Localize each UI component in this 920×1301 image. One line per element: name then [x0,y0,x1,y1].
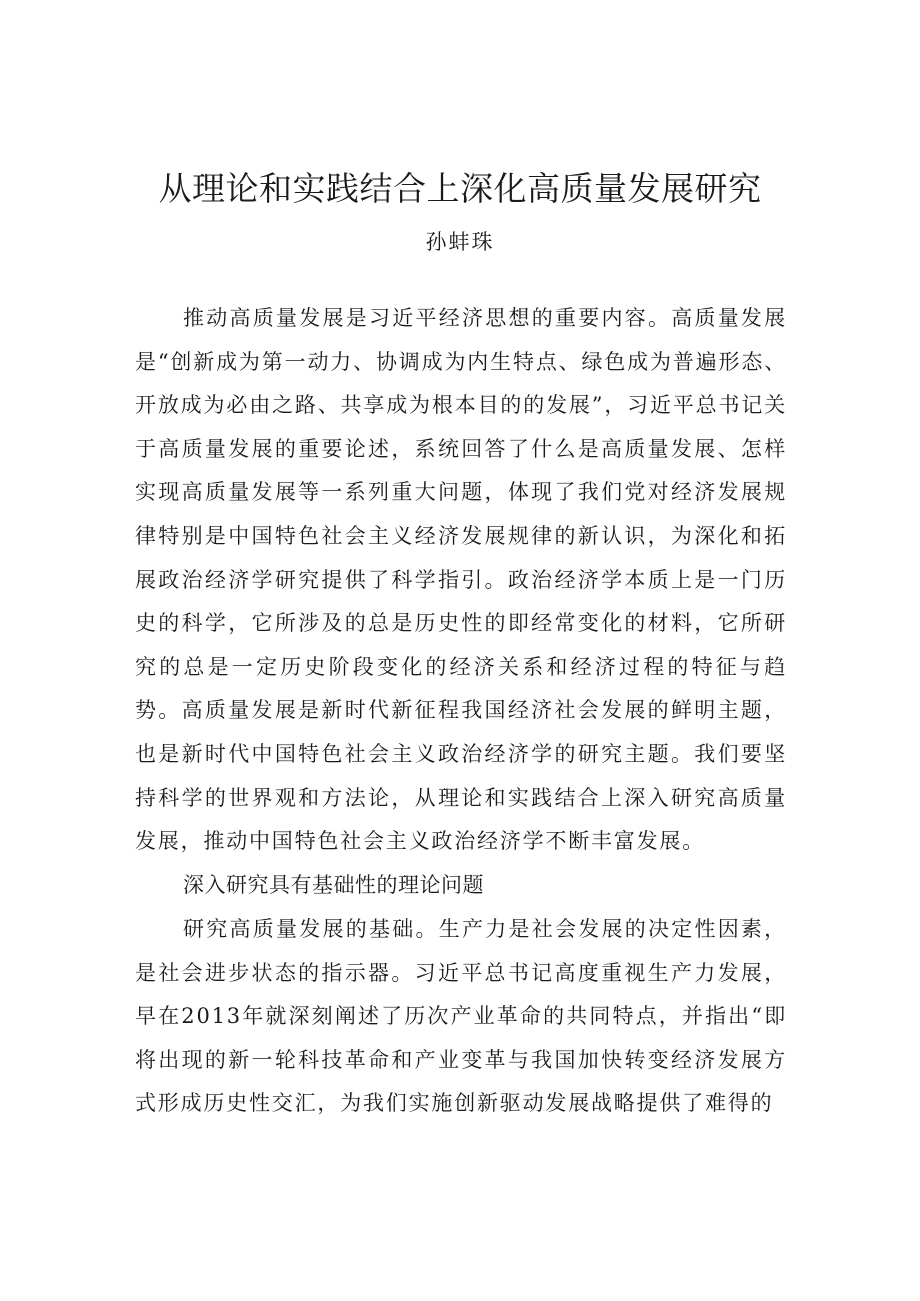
author-name: 孙蚌珠 [425,230,495,254]
section-heading: 深入研究具有基础性的理论问题 [183,873,484,897]
intro-paragraph: 推动高质量发展是习近平经济思想的重要内容。高质量发展是“创新成为第一动力、协调成为内生特点、绿色成为普遍形态、开放成为必由之路、共享成为根本目的的发展”，习近平总书记关于高质量发展的重要论述，系统回答了什么是高质量发展、怎样实现高质量发展等一系列重大问题，体现了我们党对经济发展规律特别是中国特色社会主义经济发展规律的新认识，为深化和拓展政治经济学研究提供了科学指引。政治经济学本质上是一门历史的科学，它所涉及的总是历史性的即经常变化的材料，它所研究的总是一定历史阶段变化的经济关系和经济过程的特征与趋势。高质量发展是新时代新征程我国经济社会发展的鲜明主题，也是新时代中国特色社会主义政治经济学的研究主题。我们要坚持科学的世界观和方法论，从理论和实践结合上深入研究高质量发展，推动中国特色社会主义政治经济学不断丰富发展。 [135,306,787,854]
document-title: 从理论和实践结合上深化高质量发展研究 [158,169,762,208]
section-paragraph: 研究高质量发展的基础。生产力是社会发展的决定性因素，是社会进步状态的指示器。习近平总书记高度重视生产力发展，早在2013年就深刻阐述了历次产业革命的共同特点，并指出“即将出现的新一轮科技革命和产业变革与我国加快转变经济发展方式形成历史性交汇，为我们实施创新驱动发展战略提供了难得的 [135,917,787,1116]
